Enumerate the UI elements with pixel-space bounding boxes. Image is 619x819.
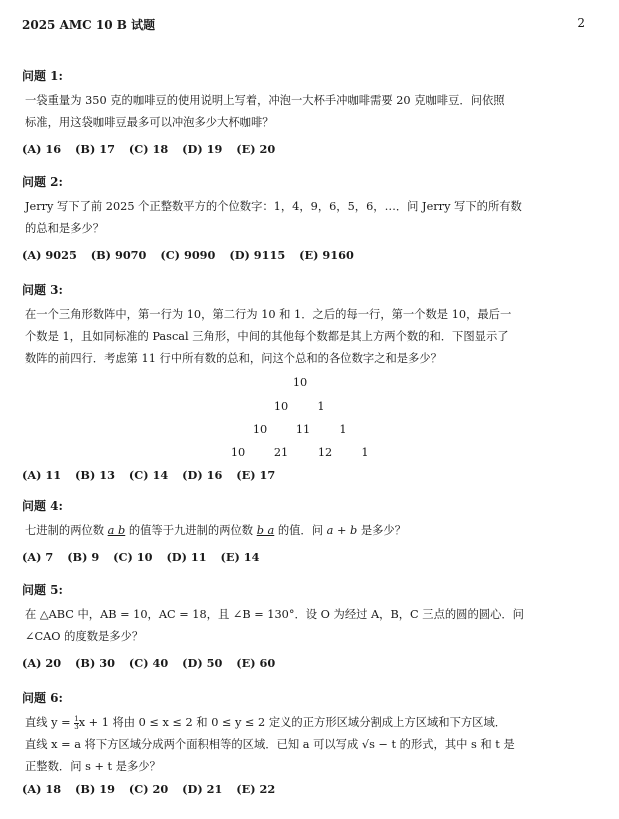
problem-line: ∠CAO 的度数是多少？ bbox=[25, 630, 144, 643]
problem-line: 一袋重量为 350 克的咖啡豆的使用说明上写着，冲泡一大杯手冲咖啡需要 20 克咖啡豆．问依照 bbox=[25, 94, 505, 107]
page-header bbox=[22, 16, 585, 34]
document-title: 2025 AMC 10 B 试题 bbox=[22, 18, 156, 32]
answer-choices bbox=[22, 654, 585, 672]
number-triangle bbox=[22, 370, 585, 466]
choice-d: (D) 16 bbox=[182, 468, 223, 482]
choice-e: (E) 60 bbox=[236, 656, 276, 670]
triangle-entry: 11 bbox=[295, 423, 311, 436]
choice-d: (D) 11 bbox=[166, 550, 207, 564]
problem-3 bbox=[22, 282, 585, 484]
triangle-entry: 12 bbox=[317, 446, 333, 459]
choice-a: (A) 11 bbox=[22, 468, 62, 482]
fraction-numerator: 1 bbox=[74, 714, 79, 723]
problem-text bbox=[22, 90, 585, 134]
problem-line: Jerry 写下了前 2025 个正整数平方的个位数字：1，4，9，6，5，6，…．问 Jerry 写下的所有数 bbox=[25, 200, 522, 213]
answer-choices bbox=[22, 466, 585, 484]
choice-b: (B) 9070 bbox=[90, 248, 147, 262]
triangle-entry: 1 bbox=[317, 400, 325, 413]
choice-e: (E) 14 bbox=[220, 550, 260, 564]
choice-e: (E) 9160 bbox=[299, 248, 354, 262]
expression: a + b bbox=[326, 524, 358, 537]
problem-line: 正整数．问 s + t 是多少？ bbox=[25, 760, 161, 773]
choice-a: (A) 9025 bbox=[22, 248, 77, 262]
choice-a: (A) 7 bbox=[22, 550, 54, 564]
choice-d: (D) 21 bbox=[182, 782, 223, 796]
choice-c: (C) 20 bbox=[128, 782, 169, 796]
text-segment: 的值．问 bbox=[274, 524, 327, 537]
choice-c: (C) 14 bbox=[128, 468, 169, 482]
problem-text bbox=[22, 712, 585, 778]
problem-line: 数阵的前四行．考虑第 11 行中所有数的总和，问这个总和的各位数字之和是多少？ bbox=[25, 352, 442, 365]
problem-4 bbox=[22, 498, 585, 566]
problem-5 bbox=[22, 582, 585, 672]
problem-line: 在 △ABC 中，AB = 10，AC = 18，且 ∠B = 130°．设 O 为经过 A，B，C 三点的圆的圆心．问 bbox=[25, 608, 524, 621]
choice-a: (A) 16 bbox=[22, 142, 62, 156]
triangle-entry: 21 bbox=[273, 446, 289, 459]
choice-b: (B) 13 bbox=[75, 468, 115, 482]
choice-a: (A) 20 bbox=[22, 656, 62, 670]
choice-b: (B) 17 bbox=[75, 142, 115, 156]
triangle-entry: 10 bbox=[273, 400, 289, 413]
triangle-entry: 1 bbox=[361, 446, 369, 459]
problem-title: 问题 4: bbox=[22, 499, 63, 513]
problem-2 bbox=[22, 174, 585, 264]
triangle-entry: 10 bbox=[252, 423, 268, 436]
choice-e: (E) 22 bbox=[236, 782, 276, 796]
problem-6 bbox=[22, 690, 585, 798]
answer-choices bbox=[22, 780, 585, 798]
choice-b: (B) 19 bbox=[75, 782, 115, 796]
problem-line: 个数是 1，且如同标准的 Pascal 三角形，中间的其他每个数都是其上方两个数的和．下图显示了 bbox=[25, 330, 509, 343]
problem-title: 问题 6: bbox=[22, 691, 63, 705]
problem-line: 标准，用这袋咖啡豆最多可以冲泡多少大杯咖啡？ bbox=[25, 116, 274, 129]
problem-line bbox=[25, 520, 585, 542]
choice-d: (D) 9115 bbox=[229, 248, 286, 262]
triangle-entry: 10 bbox=[230, 446, 246, 459]
text-segment: 是多少？ bbox=[357, 524, 407, 537]
problem-text bbox=[22, 604, 585, 648]
problem-title: 问题 1: bbox=[22, 69, 63, 83]
choice-c: (C) 9090 bbox=[160, 248, 216, 262]
choice-b: (B) 30 bbox=[75, 656, 115, 670]
choice-e: (E) 20 bbox=[236, 142, 276, 156]
choice-e: (E) 17 bbox=[236, 468, 276, 482]
fraction-denominator: 3 bbox=[74, 722, 79, 731]
answer-choices bbox=[22, 140, 585, 158]
problem-text bbox=[22, 196, 585, 240]
problem-title: 问题 3: bbox=[22, 283, 63, 297]
page-number: 2 bbox=[577, 16, 585, 30]
problem-text bbox=[22, 304, 585, 370]
problem-line: 在一个三角形数阵中，第一行为 10，第二行为 10 和 1．之后的每一行，第一个数是 10，最后一 bbox=[25, 308, 512, 321]
choice-d: (D) 50 bbox=[182, 656, 223, 670]
digit-ab: a b bbox=[107, 524, 126, 537]
problem-title: 问题 2: bbox=[22, 175, 63, 189]
choice-b: (B) 9 bbox=[67, 550, 100, 564]
text-segment: x + 1 将由 0 ≤ x ≤ 2 和 0 ≤ y ≤ 2 定义的正方形区域分割成上方区域和下方区域． bbox=[78, 716, 507, 729]
problem-text bbox=[22, 520, 585, 542]
digit-ba: b a bbox=[256, 524, 275, 537]
choice-c: (C) 18 bbox=[128, 142, 169, 156]
triangle-entry: 1 bbox=[339, 423, 347, 436]
text-segment: 直线 y = bbox=[25, 716, 75, 729]
choice-d: (D) 19 bbox=[182, 142, 223, 156]
text-segment: 的值等于九进制的两位数 bbox=[125, 524, 257, 537]
problem-line bbox=[25, 712, 585, 734]
text-segment: 七进制的两位数 bbox=[25, 524, 108, 537]
answer-choices bbox=[22, 246, 585, 264]
choice-c: (C) 40 bbox=[128, 656, 169, 670]
choice-c: (C) 10 bbox=[113, 550, 153, 564]
answer-choices bbox=[22, 548, 585, 566]
triangle-entry: 10 bbox=[292, 376, 308, 389]
problem-title: 问题 5: bbox=[22, 583, 63, 597]
problem-1 bbox=[22, 68, 585, 158]
problem-line: 直线 x = a 将下方区域分成两个面积相等的区域．已知 a 可以写成 √s − t 的形式，其中 s 和 t 是 bbox=[25, 738, 515, 751]
problem-line: 的总和是多少？ bbox=[25, 222, 105, 235]
choice-a: (A) 18 bbox=[22, 782, 62, 796]
